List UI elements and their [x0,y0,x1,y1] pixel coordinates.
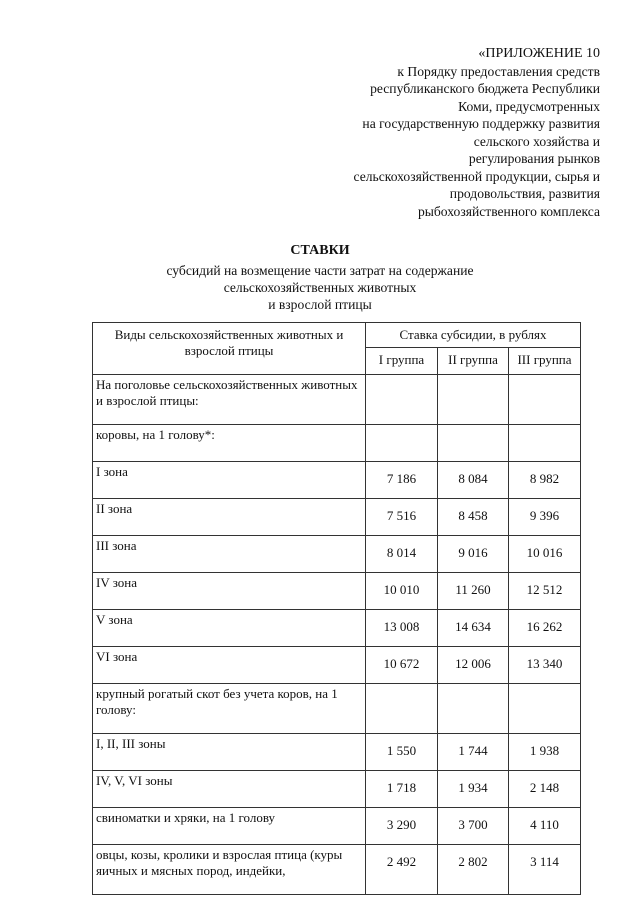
appendix-line: рыбохозяйственного комплекса [417,203,600,219]
group-1-value: 10 672 [366,647,438,684]
group-2-value: 1 744 [438,734,509,771]
group-2-value: 1 934 [438,771,509,808]
group-3-value [509,425,581,462]
group-3-value: 1 938 [509,734,581,771]
subtitle-line: и взрослой птицы [268,297,372,312]
group-1-value: 7 186 [366,462,438,499]
group-3-value: 10 016 [509,536,581,573]
appendix-title-line: «ПРИЛОЖЕНИЕ 10 [478,46,600,61]
group-2-value: 8 458 [438,499,509,536]
appendix-line: регулирования рынков [468,151,600,166]
group-2-value: 8 084 [438,462,509,499]
appendix-line: продовольствия, развития [449,186,600,201]
group-1-value: 1 550 [366,734,438,771]
group-2-value: 14 634 [438,610,509,647]
group-1-value: 8 014 [366,536,438,573]
group-1-value [366,684,438,734]
appendix-header [300,45,600,220]
subsidy-rates-table [92,322,581,895]
table-row [93,536,581,573]
row-name: I, II, III зоны [93,734,366,771]
table-row [93,808,581,845]
row-name: III зона [93,536,366,573]
group-3-value: 2 148 [509,771,581,808]
subtitle-line: субсидий на возмещение части затрат на содержание [166,263,474,278]
group-3-value: 9 396 [509,499,581,536]
group-2-value: 11 260 [438,573,509,610]
table-row [93,462,581,499]
group-3-value: 8 982 [509,462,581,499]
table-row [93,610,581,647]
group-3-value: 12 512 [509,573,581,610]
appendix-line: Коми, предусмотренных [458,98,600,114]
group-3-value: 13 340 [509,647,581,684]
group-2-value: 9 016 [438,536,509,573]
row-name: V зона [93,610,366,647]
animal-type-header: Виды сельскохозяйственных животных и взрослой птицы [93,323,366,375]
row-name: VI зона [93,647,366,684]
group-2-value [438,684,509,734]
group-3-value: 4 110 [509,808,581,845]
group-1-value: 2 492 [366,845,438,895]
row-name: II зона [93,499,366,536]
row-name: На поголовье сельскохозяйственных животных и взрослой птицы: [93,375,366,425]
group-2-value [438,375,509,425]
row-name: IV зона [93,573,366,610]
table-row [93,734,581,771]
group-1-value: 3 290 [366,808,438,845]
row-name: IV, V, VI зоны [93,771,366,808]
group-2-value: 2 802 [438,845,509,895]
table-row [93,425,581,462]
row-name: овцы, козы, кролики и взрослая птица (куры яичных и мясных пород, индейки, [93,845,366,895]
group-1-header: I группа [366,348,438,375]
group-1-value [366,375,438,425]
group-3-value: 3 114 [509,845,581,895]
appendix-line: сельского хозяйства и [473,133,600,149]
appendix-line: сельскохозяйственной продукции, сырья и [353,168,600,184]
table-row [93,647,581,684]
table-row [93,499,581,536]
group-3-value [509,375,581,425]
group-2-value: 12 006 [438,647,509,684]
row-name: свиноматки и хряки, на 1 голову [93,808,366,845]
appendix-line: республиканского бюджета Республики [370,81,600,96]
group-1-value: 13 008 [366,610,438,647]
group-1-value: 10 010 [366,573,438,610]
row-name: крупный рогатый скот без учета коров, на 1 голову: [93,684,366,734]
group-3-value: 16 262 [509,610,581,647]
appendix-line: на государственную поддержку развития [362,116,600,131]
table-row [93,684,581,734]
row-name: I зона [93,462,366,499]
group-1-value [366,425,438,462]
group-1-value: 1 718 [366,771,438,808]
table-row [93,845,581,895]
group-2-value: 3 700 [438,808,509,845]
group-2-header: II группа [438,348,509,375]
appendix-line: к Порядку предоставления средств [397,63,600,79]
group-3-header: III группа [509,348,581,375]
group-3-value [509,684,581,734]
document-subtitle [0,262,640,313]
document-title: СТАВКИ [290,243,350,258]
group-1-value: 7 516 [366,499,438,536]
group-2-value [438,425,509,462]
table-row [93,375,581,425]
row-name: коровы, на 1 голову*: [93,425,366,462]
table-row [93,771,581,808]
table-row [93,573,581,610]
rate-header: Ставка субсидии, в рублях [366,323,581,348]
subtitle-line: сельскохозяйственных животных [223,280,417,295]
